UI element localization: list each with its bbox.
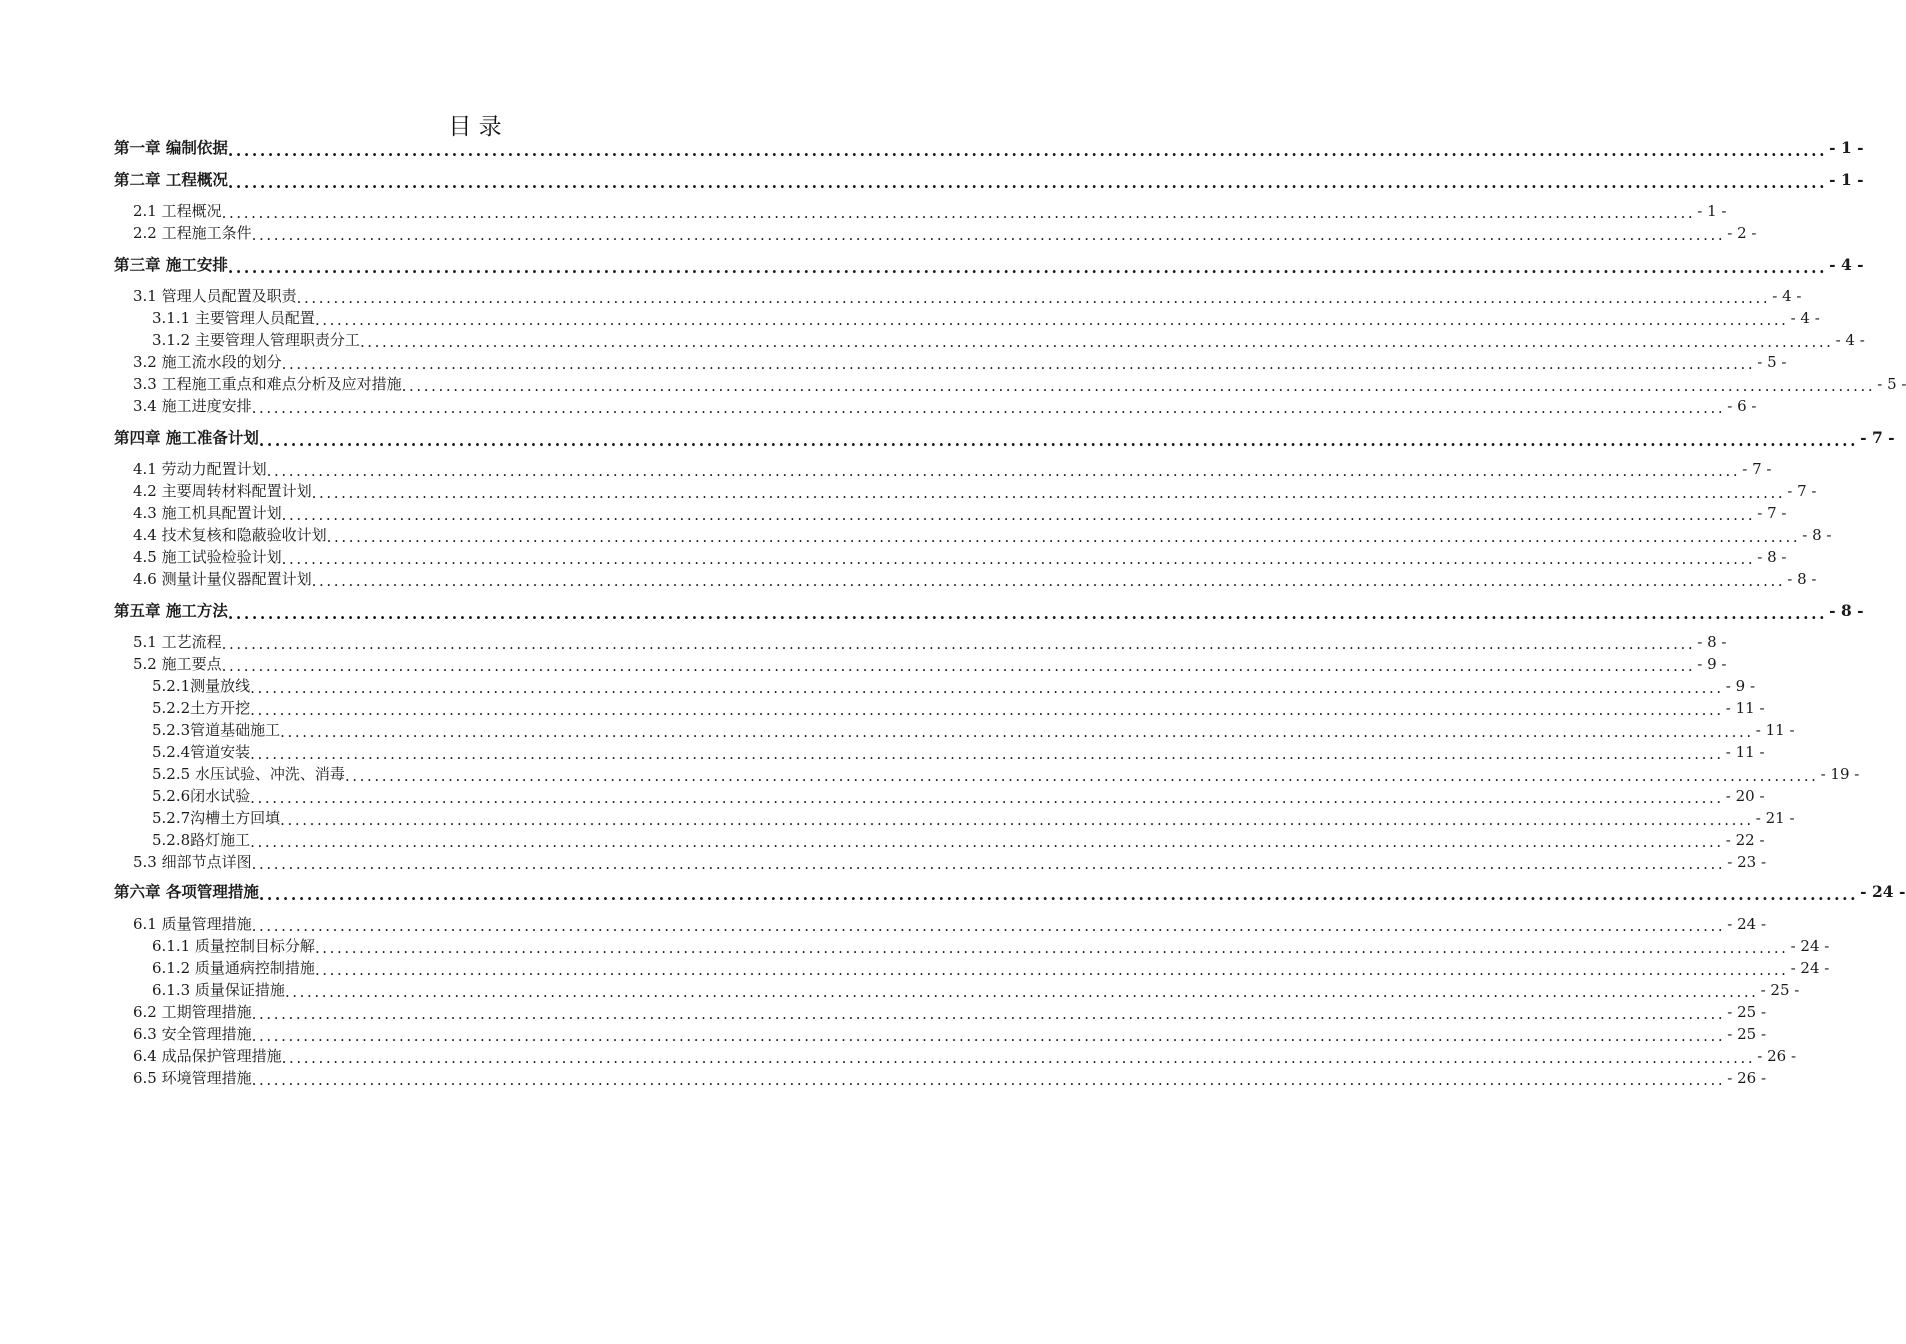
toc-entry-page-number: - 6 - xyxy=(1727,397,1757,415)
toc-entry-label: 6.1.3 质量保证措施 xyxy=(152,981,285,999)
toc-entry-page-number: - 2 - xyxy=(1727,224,1757,242)
toc-entry-label: 6.2 工期管理措施 xyxy=(133,1003,252,1021)
toc-entry-label: 3.1.2 主要管理人管理职责分工 xyxy=(152,331,360,349)
toc-entry-section[interactable] xyxy=(133,569,1817,590)
toc-entry-label: 4.3 施工机具配置计划 xyxy=(133,504,282,522)
dot-leader: ........................................................................................................................................................................................................ xyxy=(280,811,1754,829)
toc-entry-page-number: - 24 - xyxy=(1790,959,1830,977)
dot-leader: ........................................................................................................................................................................................................ xyxy=(251,855,1726,873)
dot-leader: ........................................................................................................................................................................................................ xyxy=(250,745,1724,763)
toc-entry-page-number: - 24 - xyxy=(1860,882,1906,901)
toc-entry-page-number: - 8 - xyxy=(1757,548,1787,566)
toc-entry-label: 4.2 主要周转材料配置计划 xyxy=(133,482,312,500)
toc-entry-page-number: - 4 - xyxy=(1790,309,1820,327)
toc-entry-page-number: - 11 - xyxy=(1755,721,1795,739)
toc-entry-page-number: - 11 - xyxy=(1725,699,1765,717)
dot-leader: ........................................................................................................................................................................................................ xyxy=(251,1027,1726,1045)
dot-leader: ........................................................................................................................................................................................................ xyxy=(221,657,1696,675)
toc-entry-page-number: - 23 - xyxy=(1727,853,1767,871)
toc-entry-page-number: - 4 - xyxy=(1829,255,1864,274)
toc-entry-page-number: - 1 - xyxy=(1829,170,1864,189)
toc-entry-sub[interactable] xyxy=(152,786,1765,807)
toc-entry-label: 5.2 施工要点 xyxy=(133,655,222,673)
dot-leader: ........................................................................................................................................................................................................ xyxy=(221,635,1696,653)
toc-entry-sub[interactable] xyxy=(152,980,1800,1001)
toc-entry-label: 5.2.1测量放线 xyxy=(152,677,251,695)
toc-entry-sub[interactable] xyxy=(152,742,1765,763)
dot-leader: ........................................................................................................................................................................................................ xyxy=(227,140,1828,160)
toc-entry-label: 5.2.5 水压试验、冲洗、消毒 xyxy=(152,765,345,783)
toc-entry-chapter[interactable] xyxy=(114,601,1864,623)
dot-leader: ........................................................................................................................................................................................................ xyxy=(250,701,1724,719)
toc-entry-page-number: - 5 - xyxy=(1877,375,1906,393)
toc-entry-page-number: - 24 - xyxy=(1727,915,1767,933)
toc-entry-label: 4.5 施工试验检验计划 xyxy=(133,548,282,566)
toc-entry-sub[interactable] xyxy=(152,808,1795,829)
dot-leader: ........................................................................................................................................................................................................ xyxy=(227,172,1828,192)
toc-entry-section[interactable] xyxy=(133,525,1832,546)
dot-leader: ........................................................................................................................................................................................................ xyxy=(359,333,1834,351)
dot-leader: ........................................................................................................................................................................................................ xyxy=(281,550,1756,568)
toc-entry-page-number: - 9 - xyxy=(1697,655,1727,673)
toc-entry-label: 6.1.2 质量通病控制措施 xyxy=(152,959,315,977)
toc-entry-label: 5.2.3管道基础施工 xyxy=(152,721,281,739)
toc-entry-label: 第三章 施工安排 xyxy=(114,255,228,274)
toc-entry-page-number: - 1 - xyxy=(1829,138,1864,157)
toc-entry-section[interactable] xyxy=(133,352,1787,373)
toc-title: 目 录 xyxy=(448,114,502,140)
toc-entry-sub[interactable] xyxy=(152,308,1820,329)
dot-leader: ........................................................................................................................................................................................................ xyxy=(251,1071,1726,1089)
toc-entry-label: 第五章 施工方法 xyxy=(114,601,228,620)
toc-entry-page-number: - 8 - xyxy=(1697,633,1727,651)
toc-entry-label: 4.4 技术复核和隐蔽验收计划 xyxy=(133,526,327,544)
toc-entry-page-number: - 25 - xyxy=(1727,1025,1767,1043)
toc-entry-page-number: - 5 - xyxy=(1757,353,1787,371)
toc-entry-label: 5.2.2土方开挖 xyxy=(152,699,251,717)
dot-leader: ........................................................................................................................................................................................................ xyxy=(251,1005,1726,1023)
dot-leader: ........................................................................................................................................................................................................ xyxy=(280,723,1754,741)
toc-entry-label: 3.4 施工进度安排 xyxy=(133,397,252,415)
toc-entry-label: 3.1 管理人员配置及职责 xyxy=(133,287,297,305)
toc-entry-label: 第一章 编制依据 xyxy=(114,138,228,157)
toc-entry-page-number: - 1 - xyxy=(1697,202,1727,220)
dot-leader: ........................................................................................................................................................................................................ xyxy=(314,961,1789,979)
toc-entry-chapter[interactable] xyxy=(114,428,1895,450)
toc-entry-sub[interactable] xyxy=(152,720,1795,741)
toc-entry-label: 5.3 细部节点详图 xyxy=(133,853,252,871)
toc-entry-sub[interactable] xyxy=(152,764,1860,785)
toc-entry-label: 5.2.6闭水试验 xyxy=(152,787,251,805)
dot-leader: ........................................................................................................................................................................................................ xyxy=(281,355,1756,373)
toc-entry-section[interactable] xyxy=(133,201,1727,222)
toc-entry-label: 6.3 安全管理措施 xyxy=(133,1025,252,1043)
toc-entry-sub[interactable] xyxy=(152,936,1830,957)
toc-entry-label: 3.2 施工流水段的划分 xyxy=(133,353,282,371)
toc-entry-section[interactable] xyxy=(133,374,1906,395)
toc-entry-sub[interactable] xyxy=(152,698,1765,719)
toc-entry-label: 4.1 劳动力配置计划 xyxy=(133,460,267,478)
dot-leader: ........................................................................................................................................................................................................ xyxy=(227,603,1828,623)
dot-leader: ........................................................................................................................................................................................................ xyxy=(401,377,1876,395)
toc-entry-page-number: - 26 - xyxy=(1757,1047,1797,1065)
toc-entry-section[interactable] xyxy=(133,286,1802,307)
toc-entry-chapter[interactable] xyxy=(114,255,1864,277)
toc-entry-sub[interactable] xyxy=(152,330,1865,351)
toc-entry-page-number: - 7 - xyxy=(1742,460,1772,478)
toc-entry-label: 6.5 环境管理措施 xyxy=(133,1069,252,1087)
toc-entry-page-number: - 26 - xyxy=(1727,1069,1767,1087)
toc-entry-label: 3.1.1 主要管理人员配置 xyxy=(152,309,315,327)
toc-entry-page-number: - 21 - xyxy=(1755,809,1795,827)
toc-entry-page-number: - 25 - xyxy=(1727,1003,1767,1021)
toc-entry-section[interactable] xyxy=(133,654,1727,675)
dot-leader: ........................................................................................................................................................................................................ xyxy=(326,528,1801,546)
dot-leader: ........................................................................................................................................................................................................ xyxy=(251,399,1726,417)
toc-entry-sub[interactable] xyxy=(152,676,1756,697)
toc-entry-label: 5.1 工艺流程 xyxy=(133,633,222,651)
toc-entry-chapter[interactable] xyxy=(114,138,1864,160)
dot-leader: ........................................................................................................................................................................................................ xyxy=(251,917,1726,935)
toc-entry-section[interactable] xyxy=(133,223,1757,244)
toc-entry-page-number: - 20 - xyxy=(1725,787,1765,805)
toc-entry-label: 5.2.7沟槽土方回填 xyxy=(152,809,281,827)
toc-entry-page-number: - 7 - xyxy=(1860,428,1895,447)
toc-entry-section[interactable] xyxy=(133,547,1787,568)
toc-entry-page-number: - 25 - xyxy=(1760,981,1800,999)
toc-entry-section[interactable] xyxy=(133,459,1772,480)
dot-leader: ........................................................................................................................................................................................................ xyxy=(314,939,1789,957)
toc-entry-section[interactable] xyxy=(133,632,1727,653)
toc-entry-page-number: - 8 - xyxy=(1802,526,1832,544)
toc-entry-label: 3.3 工程施工重点和难点分析及应对措施 xyxy=(133,375,402,393)
dot-leader: ........................................................................................................................................................................................................ xyxy=(281,506,1756,524)
toc-entry-section[interactable] xyxy=(133,1068,1767,1089)
dot-leader: ........................................................................................................................................................................................................ xyxy=(250,789,1724,807)
toc-entry-section[interactable] xyxy=(133,503,1787,524)
dot-leader: ........................................................................................................................................................................................................ xyxy=(258,430,1859,450)
toc-entry-sub[interactable] xyxy=(152,958,1830,979)
toc-entry-chapter[interactable] xyxy=(114,170,1864,192)
dot-leader: ........................................................................................................................................................................................................ xyxy=(314,311,1789,329)
toc-entry-page-number: - 11 - xyxy=(1725,743,1765,761)
toc-entry-section[interactable] xyxy=(133,1024,1767,1045)
toc-entry-label: 6.1.1 质量控制目标分解 xyxy=(152,937,315,955)
toc-entry-chapter[interactable] xyxy=(114,882,1906,904)
dot-leader: ........................................................................................................................................................................................................ xyxy=(284,983,1759,1001)
toc-entry-page-number: - 8 - xyxy=(1829,601,1864,620)
toc-entry-label: 6.1 质量管理措施 xyxy=(133,915,252,933)
dot-leader: ........................................................................................................................................................................................................ xyxy=(250,833,1724,851)
toc-entry-label: 5.2.8路灯施工 xyxy=(152,831,251,849)
toc-entry-section[interactable] xyxy=(133,396,1757,417)
toc-entry-page-number: - 8 - xyxy=(1787,570,1817,588)
toc-entry-label: 第四章 施工准备计划 xyxy=(114,428,259,447)
toc-entry-section[interactable] xyxy=(133,1002,1767,1023)
toc-entry-section[interactable] xyxy=(133,852,1767,873)
toc-entry-label: 5.2.4管道安装 xyxy=(152,743,251,761)
toc-entry-label: 2.2 工程施工条件 xyxy=(133,224,252,242)
toc-entry-page-number: - 19 - xyxy=(1820,765,1860,783)
toc-entry-page-number: - 4 - xyxy=(1835,331,1865,349)
toc-entry-page-number: - 7 - xyxy=(1787,482,1817,500)
toc-entry-page-number: - 9 - xyxy=(1725,677,1756,695)
dot-leader: ........................................................................................................................................................................................................ xyxy=(311,484,1786,502)
dot-leader: ........................................................................................................................................................................................................ xyxy=(250,679,1724,697)
toc-entry-page-number: - 24 - xyxy=(1790,937,1830,955)
toc-entry-page-number: - 7 - xyxy=(1757,504,1787,522)
dot-leader: ........................................................................................................................................................................................................ xyxy=(296,289,1771,307)
toc-entry-page-number: - 22 - xyxy=(1725,831,1765,849)
toc-entry-label: 2.1 工程概况 xyxy=(133,202,222,220)
dot-leader: ........................................................................................................................................................................................................ xyxy=(344,767,1819,785)
dot-leader: ........................................................................................................................................................................................................ xyxy=(221,204,1696,222)
dot-leader: ........................................................................................................................................................................................................ xyxy=(251,226,1726,244)
toc-entry-label: 4.6 测量计量仪器配置计划 xyxy=(133,570,312,588)
dot-leader: ........................................................................................................................................................................................................ xyxy=(311,572,1786,590)
toc-entry-label: 第二章 工程概况 xyxy=(114,170,228,189)
toc-entry-section[interactable] xyxy=(133,481,1817,502)
toc-entry-section[interactable] xyxy=(133,914,1767,935)
dot-leader: ........................................................................................................................................................................................................ xyxy=(281,1049,1756,1067)
toc-entry-section[interactable] xyxy=(133,1046,1797,1067)
toc-entry-label: 第六章 各项管理措施 xyxy=(114,882,259,901)
toc-entry-page-number: - 4 - xyxy=(1772,287,1802,305)
dot-leader: ........................................................................................................................................................................................................ xyxy=(258,884,1859,904)
toc-entry-sub[interactable] xyxy=(152,830,1765,851)
dot-leader: ........................................................................................................................................................................................................ xyxy=(227,257,1828,277)
dot-leader: ........................................................................................................................................................................................................ xyxy=(266,462,1741,480)
toc-entry-label: 6.4 成品保护管理措施 xyxy=(133,1047,282,1065)
